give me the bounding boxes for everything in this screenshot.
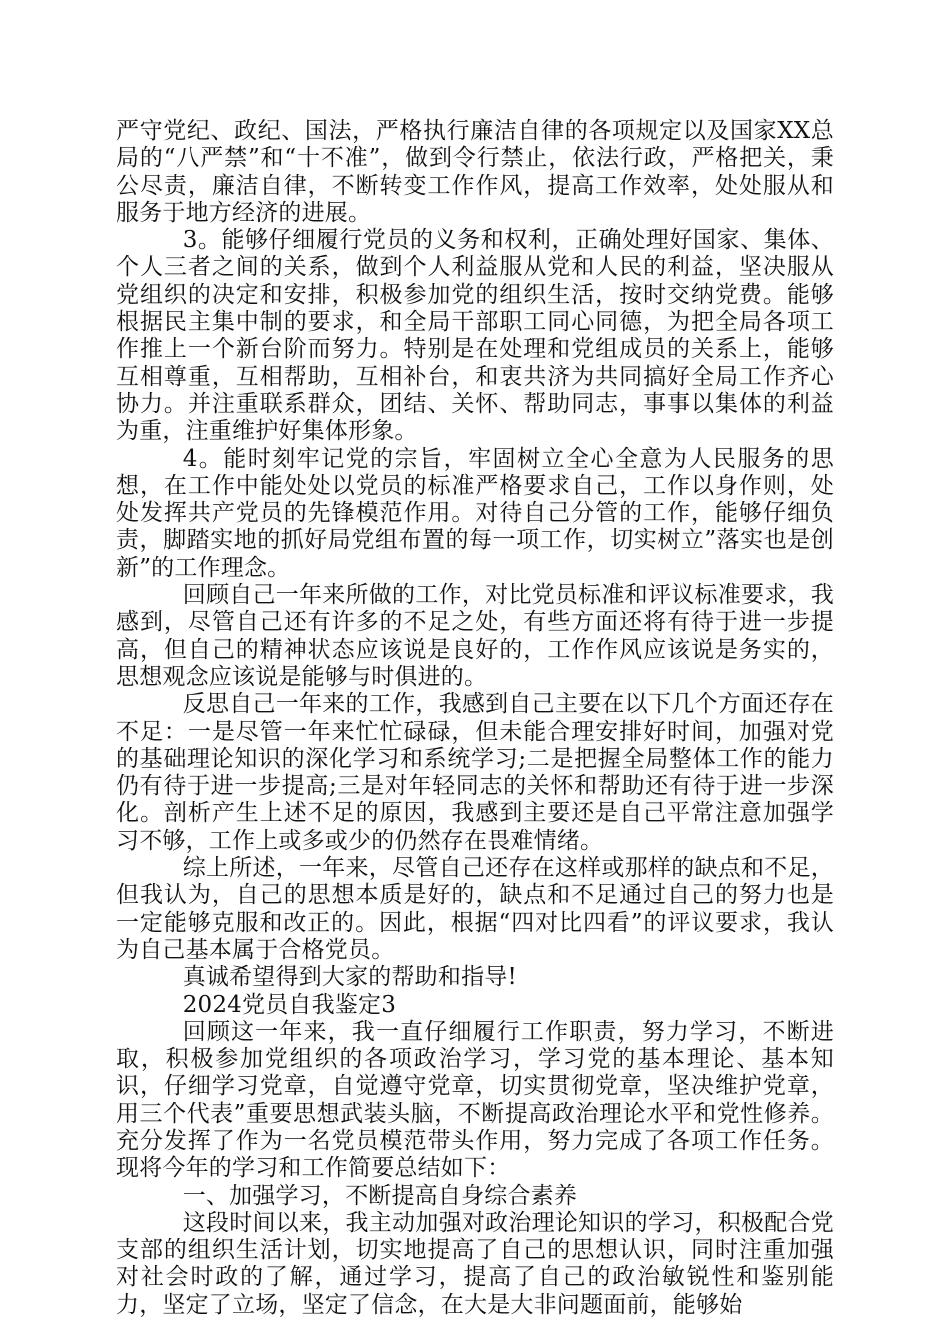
paragraph-reflection: 反思自己一年来的工作，我感到自己主要在以下几个方面还存在不足：一是尽管一年来忙忙碌碌，但未能合理安排好时间，加强对党的基础理论知识的深化学习和系统学习;二是把握全局整体工作的能力仍有待于进一步提高;三是对年轻同志的关怀和帮助还有待于进一步深化。剖析产生上述不足的原因，我感到主要还是自己平常注意加强学习不够，工作上或多或少的仍然存在畏难情绪。: [116, 691, 834, 854]
subsection-heading: 一、加强学习，不断提高自身综合素养: [182, 1182, 578, 1209]
paragraph-study: 这段时间以来，我主动加强对政治理论知识的学习，积极配合党支部的组织生活计划，切实地提高了自己的思想认识，同时注重加强对社会时政的了解，通过学习，提高了自己的政治敏锐性和鉴别能力，坚定了立场，坚定了信念，在大是大非问题面前，能够始: [116, 1209, 834, 1318]
paragraph-review: 回顾自己一年来所做的工作，对比党员标准和评议标准要求，我感到，尽管自己还有许多的不足之处，有些方面还将有待于进一步提高，但自己的精神状态应该说是良好的，工作作风应该说是务实的，思想观念应该说是能够与时俱进的。: [116, 582, 834, 690]
paragraph-intro: 回顾这一年来，我一直仔细履行工作职责，努力学习，不断进取，积极参加党组织的各项政治学习，学习党的基本理论、基本知识，仔细学习党章，自觉遵守党章，切实贯彻党章，坚决维护党章，用三个代表”重要思想武装头脑，不断提高政治理论水平和党性修养。充分发挥了作为一名党员模范带头作用，努力完成了各项工作任务。现将今年的学习和工作简要总结如下：: [116, 1018, 834, 1182]
paragraph-point-4: 4。能时刻牢记党的宗旨，牢固树立全心全意为人民服务的思想，在工作中能处处以党员的标准严格要求自己，工作以身作则，处处发挥共产党员的先锋模范作用。对待自己分管的工作，能够仔细负责，脚踏实地的抓好局党组布置的每一项工作，切实树立”落实也是创新”的工作理念。: [116, 445, 834, 581]
paragraph-closing: 真诚希望得到大家的帮助和指导!: [182, 964, 517, 991]
paragraph-discipline: 严守党纪、政纪、国法，严格执行廉洁自律的各项规定以及国家XX总局的“八严禁”和“十不准”，做到令行禁止，依法行政，严格把关，秉公尽责，廉洁自律，不断转变工作作风，提高工作效率，处处服从和服务于地方经济的进展。: [116, 118, 834, 226]
paragraph-summary: 综上所述，一年来，尽管自己还存在这样或那样的缺点和不足，但我认为，自己的思想本质是好的，缺点和不足通过自己的努力也是一定能够克服和改正的。因此，根据“四对比四看”的评议要求，我认为自己基本属于合格党员。: [116, 855, 834, 963]
paragraph-point-3: 3。能够仔细履行党员的义务和权利，正确处理好国家、集体、个人三者之间的关系，做到个人利益服从党和人民的利益，坚决服从党组织的决定和安排，积极参加党的组织生活，按时交纳党费。能够根据民主集中制的要求，和全局干部职工同心同德，为把全局各项工作推上一个新台阶而努力。特别是在处理和党组成员的关系上，能够互相尊重，互相帮助，互相补台，和衷共济为共同搞好全局工作齐心协力。并注重联系群众，团结、关怀、帮助同志，事事以集体的利益为重，注重维护好集体形象。: [116, 227, 834, 445]
section-title: 2024党员自我鉴定3: [182, 991, 397, 1018]
document-body: [116, 118, 834, 1319]
